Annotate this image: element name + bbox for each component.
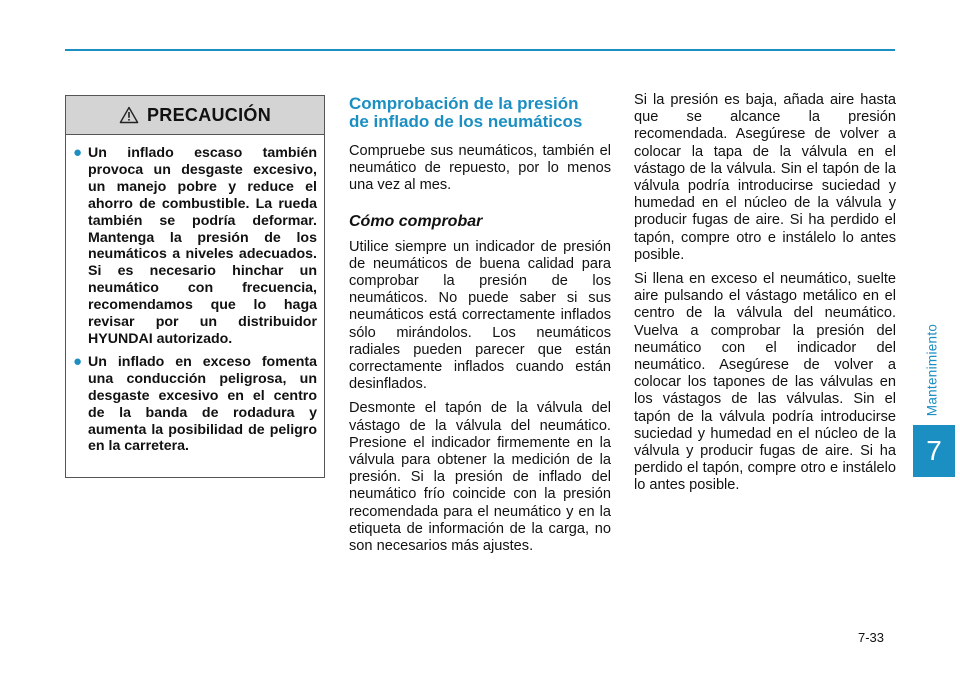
caution-item [73, 144, 317, 348]
caution-header [66, 96, 324, 135]
intro-paragraph: Compruebe sus neumáticos, también el neumático de repuesto, por lo menos una vez al mes. [349, 143, 611, 194]
caution-box [65, 95, 325, 478]
bullet-icon: ● [73, 144, 83, 161]
right-column [634, 92, 896, 502]
body-paragraph: Desmonte el tapón de la válvula del vástago de la válvula del neumático. Presione el indicador firmemente en la válvula para obtener la medición de la presión. Si la presión de inflado del neumático frío coincide con la presión recomendada para el neumático y en la etiqueta de información de la carga, no son necesarios más ajustes. [349, 400, 611, 555]
chapter-name: Mantenimiento [924, 323, 940, 417]
caution-title: PRECAUCIÓN [146, 104, 271, 125]
caution-item-text: Un inflado escaso también provoca un desgaste excesivo, un manejo pobre y reduce el ahorro de combustible. La rueda también se podría deformar. Mantenga la presión de los neumáticos a niveles adecuados. Si es necesario hinchar un neumático con frecuencia, recomendamos que lo haga revisar por un distribuidor HYUNDAI autorizado. [88, 145, 317, 347]
section-heading-line2: de inflado de los neumáticos [349, 112, 583, 131]
body-paragraph: Utilice siempre un indicador de presión de neumáticos de buena calidad para comprobar la presión de los neumáticos. No puede saber si sus neumáticos está correctamente inflados sólo mirándolos. Los neumáticos radiales pueden parecer que están correctamente inflados cuando están desinflados. [349, 238, 611, 393]
section-heading [349, 95, 611, 131]
bullet-icon: ● [73, 352, 83, 370]
body-paragraph: Si la presión es baja, añada aire hasta que se alcance la presión recomendada. Asegúrese de volver a colocar la tapa de la válvula en el vástago de la válvula. Sin el tapón de la válvula podría introducirse suciedad y humedad en el núcleo de la válvula y producir fugas de aire. Si ha perdido el tapón, compre otro e instálelo lo antes posible. [634, 92, 896, 263]
page-number: 7-33 [858, 630, 885, 645]
top-rule [65, 49, 895, 51]
subheading: Cómo comprobar [349, 212, 483, 230]
caution-item [73, 352, 317, 455]
body-paragraph: Si llena en exceso el neumático, suelte aire pulsando el vástago metálico en el centro de la válvula del neumático. Vuelva a comprobar la presión del neumático con el indicador del neumático. Asegúrese de volver a colocar los tapones de las válvulas en los vástagos de las válvulas. Sin el tapón de la válvula podría introducirse suciedad y humedad en el núcleo de la válvula y producir fugas de aire. Si ha perdido el tapón, compre otro e instálelo lo antes posible. [634, 271, 896, 494]
chapter-side-label [920, 300, 944, 440]
caution-list [66, 135, 324, 455]
chapter-tab: 7 [913, 425, 955, 477]
section-heading-line1: Comprobación de la presión [349, 94, 579, 113]
warning-triangle-icon [119, 106, 139, 124]
middle-column [349, 95, 611, 562]
caution-item-text: Un inflado en exceso fomenta una conducción peligrosa, un desgaste excesivo en el centro de la banda de rodadura y aumenta la posibilidad de peligro en la carretera. [88, 353, 317, 455]
